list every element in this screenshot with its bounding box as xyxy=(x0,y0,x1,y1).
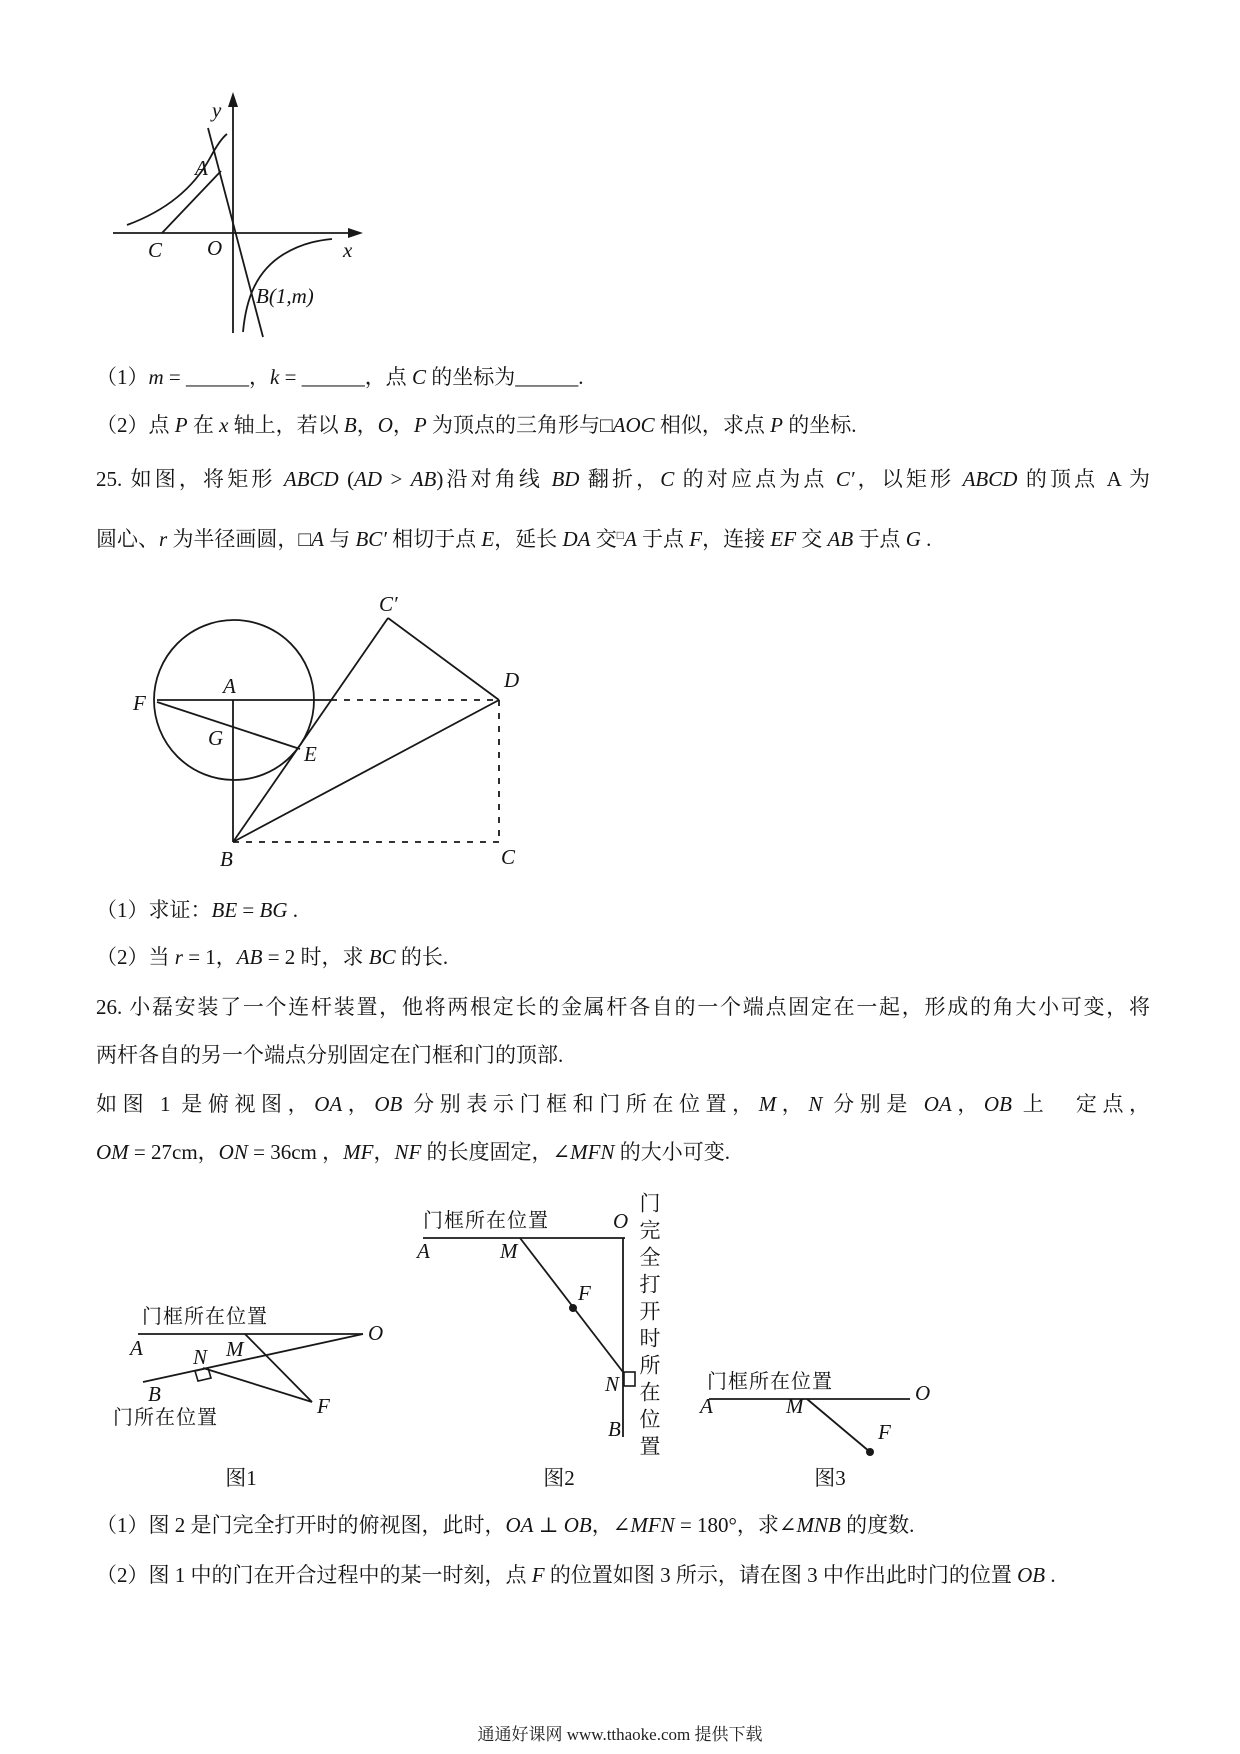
point-b-label: B(1,m) xyxy=(256,284,314,308)
label-o: O xyxy=(915,1381,931,1405)
q25-part1: （1）求证：BE = BG . xyxy=(96,898,298,922)
q26-part1: （1）图 2 是门完全打开时的俯视图，此时，OA ⊥ OB，∠MFN = 180°，求∠MNB 的度数. xyxy=(96,1513,915,1537)
origin-label: O xyxy=(207,236,223,260)
label-a: A xyxy=(417,1239,430,1263)
x-axis-label: x xyxy=(343,238,353,262)
frame-label: 门框所在位置 xyxy=(423,1210,549,1232)
point-c-label: C xyxy=(148,238,163,262)
point-f-dot xyxy=(569,1304,577,1312)
q26-line3: 如图 1 是俯视图，OA，OB 分别表示门框和门所在位置，M，N 分别是 OA，OB 上 定点， xyxy=(96,1092,1151,1116)
label-g: G xyxy=(208,726,224,750)
page-footer: 通通好课网 www.tthaoke.com 提供下载 xyxy=(477,1725,763,1744)
point-a-label: A xyxy=(195,156,208,180)
x-axis xyxy=(113,228,363,238)
q24-part1: （1）m = ______，k = ______，点 C 的坐标为______. xyxy=(96,365,584,389)
label-e: E xyxy=(304,742,317,766)
frame-label: 门框所在位置 xyxy=(142,1306,268,1328)
segment-f-e xyxy=(157,702,300,749)
point-f-dot xyxy=(866,1448,874,1456)
label-a: A xyxy=(223,674,236,698)
q24-part2: （2）点 P 在 x 轴上，若以 B，O，P 为顶点的三角形与□AOC 相似，求点 P 的坐标. xyxy=(96,413,857,437)
q26-line4: OM = 27cm，ON = 36cm ，MF，NF 的长度固定，∠MFN 的大小可变. xyxy=(96,1140,730,1164)
label-n: N xyxy=(605,1372,620,1396)
label-f: F xyxy=(317,1394,330,1418)
figure-rectangle-fold xyxy=(120,575,540,885)
label-a: A xyxy=(700,1394,713,1418)
label-b: B xyxy=(220,847,233,871)
y-axis-label: y xyxy=(212,98,222,122)
q25-part2: （2）当 r = 1，AB = 2 时，求 BC 的长. xyxy=(96,945,449,969)
figure1-caption: 图1 xyxy=(225,1466,257,1490)
label-a: A xyxy=(130,1336,143,1360)
q26-line2: 两杆各自的另一个端点分别固定在门框和门的顶部. xyxy=(96,1043,564,1067)
label-m: M xyxy=(226,1337,244,1361)
label-b: B xyxy=(608,1417,621,1441)
label-c: C xyxy=(501,845,516,869)
label-f: F xyxy=(133,691,146,715)
label-f: F xyxy=(878,1420,891,1444)
door-open-vertical-label: 门完全打开时所在位置 xyxy=(637,1192,661,1462)
label-o: O xyxy=(368,1321,384,1345)
label-c-prime: C′ xyxy=(379,592,398,616)
label-m: M xyxy=(500,1239,518,1263)
figure2-caption: 图2 xyxy=(543,1466,575,1490)
q25-line2: 圆心、r 为半径画圆，□A 与 BC′ 相切于点 E，延长 DA 交□A 于点 F，连接 EF 交 AB 于点 G . xyxy=(96,527,932,551)
rod-m-f xyxy=(807,1399,870,1452)
segment-cprime-d xyxy=(388,618,499,700)
label-f: F xyxy=(578,1281,591,1305)
right-angle-mark-n xyxy=(195,1368,211,1381)
q25-line1: 25. 如图，将矩形 ABCD (AD > AB)沿对角线 BD 翻折，C 的对应点为点 C′，以矩形 ABCD 的顶点 A 为 xyxy=(96,467,1151,491)
label-n: N xyxy=(193,1345,208,1369)
q26-part2: （2）图 1 中的门在开合过程中的某一时刻，点 F 的位置如图 3 所示，请在图 3 中作出此时门的位置 OB . xyxy=(96,1563,1056,1587)
segment-b-cprime xyxy=(233,618,388,842)
q26-line1: 26. 小磊安装了一个连杆装置，他将两根定长的金属杆各自的一个端点固定在一起，形成的角大小可变，将 xyxy=(96,995,1150,1019)
label-b: B xyxy=(148,1382,161,1406)
figure3-caption: 图3 xyxy=(814,1466,846,1490)
figure-coordinate-graph xyxy=(100,85,370,350)
label-o: O xyxy=(613,1209,629,1233)
label-d: D xyxy=(504,668,520,692)
label-m: M xyxy=(786,1394,804,1418)
door-label: 门所在位置 xyxy=(113,1407,218,1429)
segment-b-d xyxy=(233,700,499,842)
figure-door-3 xyxy=(625,1355,945,1470)
frame-label: 门框所在位置 xyxy=(707,1371,833,1393)
